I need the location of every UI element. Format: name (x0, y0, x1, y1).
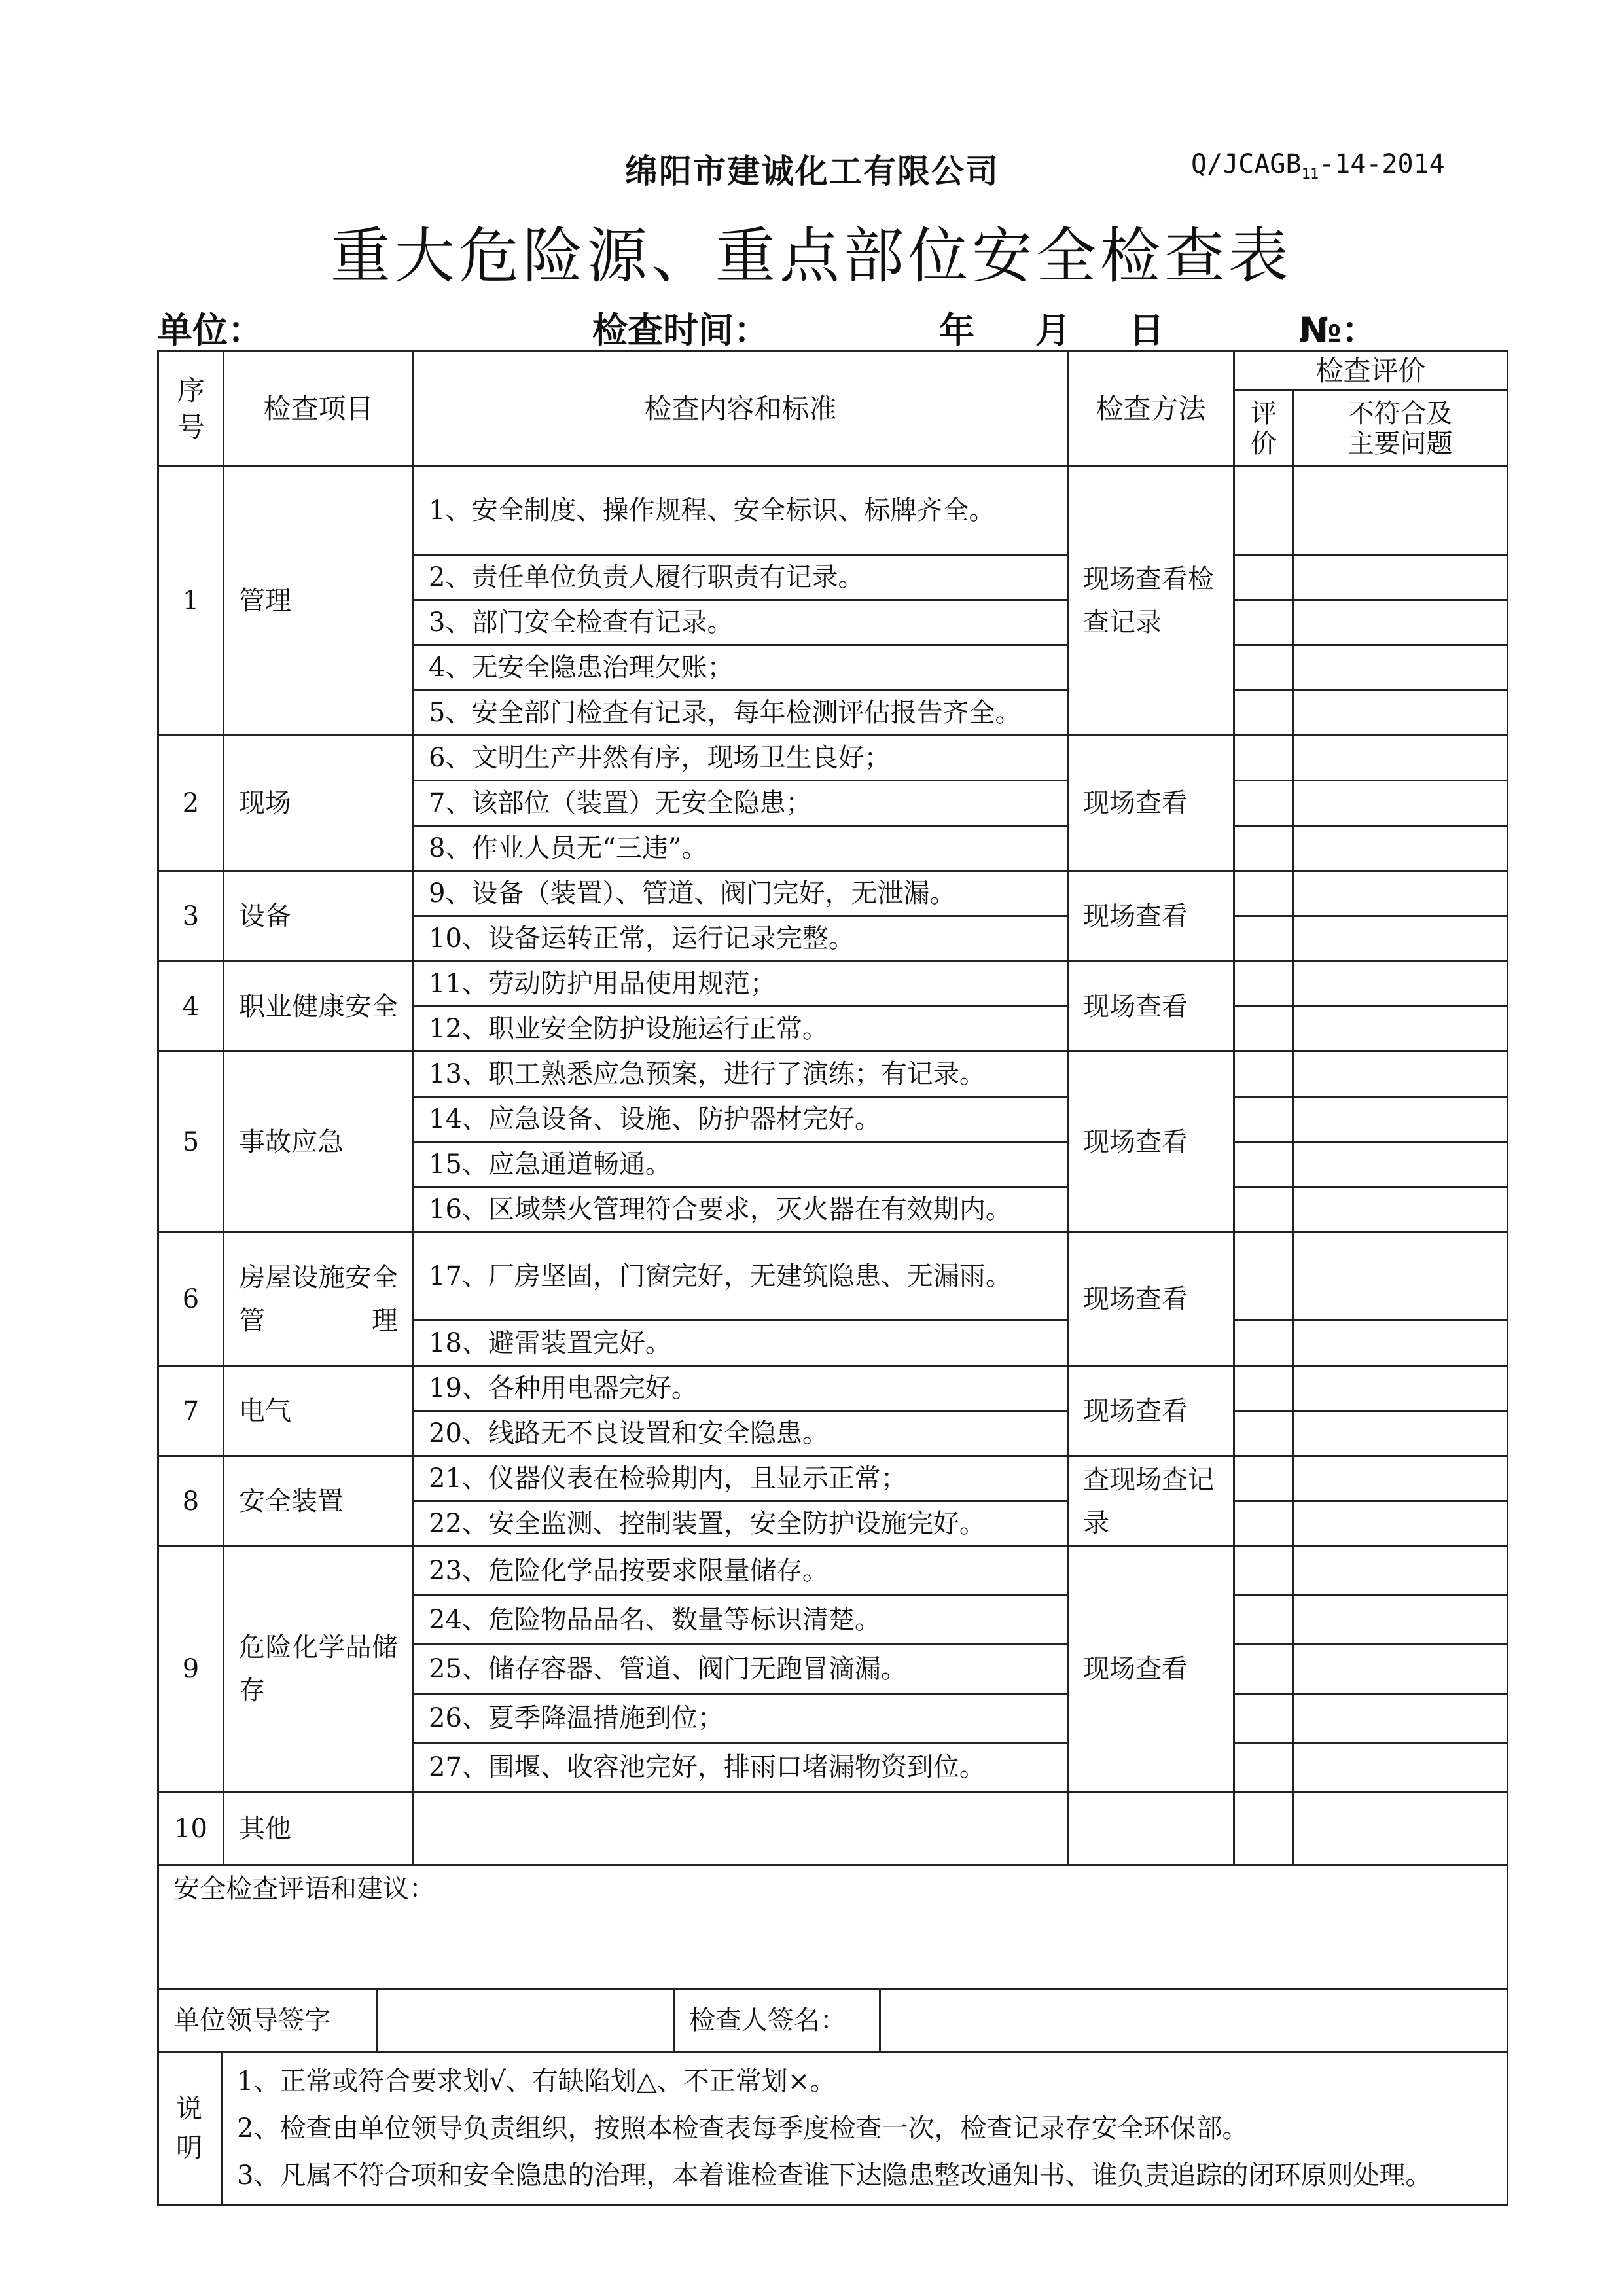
eval-issue-cell[interactable] (1293, 1743, 1508, 1792)
row-content: 22、安全监测、控制装置，安全防护设施完好。 (414, 1501, 1068, 1547)
row-content: 3、部门安全检查有记录。 (414, 600, 1068, 645)
row-method: 现场查看 (1068, 961, 1234, 1052)
eval-score-cell[interactable] (1234, 781, 1293, 826)
row-item: 危险化学品储存 (224, 1547, 414, 1792)
row-item: 现场 (224, 736, 414, 871)
row-item: 安全装置 (224, 1456, 414, 1547)
eval-issue-cell[interactable] (1293, 916, 1508, 961)
eval-score-cell[interactable] (1234, 1456, 1293, 1501)
row-content (414, 1792, 1068, 1865)
eval-issue-cell[interactable] (1293, 1232, 1508, 1321)
eval-issue-cell[interactable] (1293, 1792, 1508, 1865)
eval-score-cell[interactable] (1234, 826, 1293, 871)
eval-score-cell[interactable] (1234, 691, 1293, 736)
notes-label: 说明 (159, 2053, 223, 2204)
row-seq: 3 (158, 871, 224, 961)
eval-score-cell[interactable] (1234, 871, 1293, 916)
eval-score-cell[interactable] (1234, 1052, 1293, 1097)
row-seq: 1 (158, 467, 224, 736)
eval-score-cell[interactable] (1234, 1596, 1293, 1645)
day-label: 日 (1129, 310, 1164, 351)
row-content: 8、作业人员无“三违”。 (414, 826, 1068, 871)
row-method (1068, 1792, 1234, 1865)
eval-issue-cell[interactable] (1293, 826, 1508, 871)
notes-row (158, 2052, 1508, 2206)
eval-score-cell[interactable] (1234, 555, 1293, 600)
header-seq: 序号 (158, 351, 224, 467)
row-content: 5、安全部门检查有记录，每年检测评估报告齐全。 (414, 691, 1068, 736)
row-content: 15、应急通道畅通。 (414, 1142, 1068, 1187)
row-content: 13、职工熟悉应急预案，进行了演练；有记录。 (414, 1052, 1068, 1097)
table-row (158, 1456, 1508, 1501)
comments-label: 安全检查评语和建议： (173, 1874, 435, 1904)
eval-issue-cell[interactable] (1293, 1007, 1508, 1052)
eval-score-cell[interactable] (1234, 467, 1293, 555)
row-content: 4、无安全隐患治理欠账； (414, 645, 1068, 691)
eval-issue-cell[interactable] (1293, 1547, 1508, 1596)
row-content: 1、安全制度、操作规程、安全标识、标牌齐全。 (414, 467, 1068, 555)
eval-score-cell[interactable] (1234, 1232, 1293, 1321)
comments-row (158, 1865, 1508, 1990)
eval-score-cell[interactable] (1234, 1411, 1293, 1456)
eval-score-cell[interactable] (1234, 1321, 1293, 1366)
eval-issue-cell[interactable] (1293, 871, 1508, 916)
row-content: 16、区域禁火管理符合要求，灭火器在有效期内。 (414, 1187, 1068, 1232)
table-row (158, 1052, 1508, 1097)
header-item: 检查项目 (224, 351, 414, 467)
signature-row (158, 1990, 1508, 2052)
eval-issue-cell[interactable] (1293, 600, 1508, 645)
eval-issue-cell[interactable] (1293, 1097, 1508, 1142)
row-content: 11、劳动防护用品使用规范； (414, 961, 1068, 1007)
eval-issue-cell[interactable] (1293, 691, 1508, 736)
inspector-sign-field[interactable] (881, 1990, 1507, 2051)
eval-issue-cell[interactable] (1293, 645, 1508, 691)
row-method: 现场查看 (1068, 871, 1234, 961)
eval-score-cell[interactable] (1234, 1694, 1293, 1743)
row-seq: 5 (158, 1052, 224, 1232)
note-line: 2、检查由单位领导负责组织，按照本检查表每季度检查一次，检查记录存安全环保部。 (237, 2113, 1249, 2144)
header-issues: 不符合及主要问题 (1293, 391, 1508, 467)
row-content: 23、危险化学品按要求限量储存。 (414, 1547, 1068, 1596)
eval-issue-cell[interactable] (1293, 1366, 1508, 1411)
row-seq: 4 (158, 961, 224, 1052)
number-label: №： (1299, 310, 1377, 351)
eval-score-cell[interactable] (1234, 1187, 1293, 1232)
eval-score-cell[interactable] (1234, 961, 1293, 1007)
inspector-sign-label: 检查人签名： (675, 1990, 881, 2051)
eval-score-cell[interactable] (1234, 1501, 1293, 1547)
row-content: 6、文明生产井然有序，现场卫生良好； (414, 736, 1068, 781)
unit-label: 单位： (157, 310, 263, 351)
year-label: 年 (939, 310, 974, 351)
note-line: 3、凡属不符合项和安全隐患的治理，本着谁检查谁下达隐患整改通知书、谁负责追踪的闭环原则处理。 (237, 2161, 1432, 2191)
row-method: 现场查看 (1068, 736, 1234, 871)
table-row (158, 961, 1508, 1007)
comments-field[interactable] (158, 1865, 1508, 1990)
table-row (158, 871, 1508, 916)
eval-issue-cell[interactable] (1293, 781, 1508, 826)
table-row (158, 1232, 1508, 1321)
eval-issue-cell[interactable] (1293, 1142, 1508, 1187)
row-item: 其他 (224, 1792, 414, 1865)
row-content: 9、设备（装置）、管道、阀门完好，无泄漏。 (414, 871, 1068, 916)
header-method: 检查方法 (1068, 351, 1234, 467)
code-suffix: -14-2014 (1319, 149, 1445, 179)
row-content: 7、该部位（装置）无安全隐患； (414, 781, 1068, 826)
row-content: 24、危险物品品名、数量等标识清楚。 (414, 1596, 1068, 1645)
eval-issue-cell[interactable] (1293, 1456, 1508, 1501)
eval-issue-cell[interactable] (1293, 1596, 1508, 1645)
eval-score-cell[interactable] (1234, 1142, 1293, 1187)
row-seq: 7 (158, 1366, 224, 1456)
row-content: 18、避雷装置完好。 (414, 1321, 1068, 1366)
row-method: 现场查看 (1068, 1052, 1234, 1232)
eval-score-cell[interactable] (1234, 1007, 1293, 1052)
row-item: 职业健康安全 (224, 961, 414, 1052)
row-method: 现场查看 (1068, 1547, 1234, 1792)
row-item: 管理 (224, 467, 414, 736)
month-label: 月 (1035, 310, 1071, 351)
row-method: 现场查看检查记录 (1068, 467, 1234, 736)
row-content: 2、责任单位负责人履行职责有记录。 (414, 555, 1068, 600)
eval-score-cell[interactable] (1234, 1743, 1293, 1792)
eval-issue-cell[interactable] (1293, 1321, 1508, 1366)
inspection-table (157, 350, 1508, 2206)
table-row (158, 1792, 1508, 1865)
eval-issue-cell[interactable] (1293, 1052, 1508, 1097)
header-score: 评价 (1234, 391, 1293, 467)
eval-score-cell[interactable] (1234, 1645, 1293, 1694)
row-content: 21、仪器仪表在检验期内，且显示正常； (414, 1456, 1068, 1501)
row-item: 事故应急 (224, 1052, 414, 1232)
document-code (1191, 149, 1445, 183)
code-prefix: Q/JCAGB (1191, 149, 1302, 179)
row-content: 19、各种用电器完好。 (414, 1366, 1068, 1411)
check-time-label: 检查时间： (592, 310, 769, 351)
row-method: 现场查看 (1068, 1366, 1234, 1456)
code-subscript: 11 (1301, 166, 1319, 183)
eval-issue-cell[interactable] (1293, 1501, 1508, 1547)
row-seq: 10 (158, 1792, 224, 1865)
table-row (158, 1547, 1508, 1596)
eval-score-cell[interactable] (1234, 736, 1293, 781)
row-content: 26、夏季降温措施到位； (414, 1694, 1068, 1743)
eval-issue-cell[interactable] (1293, 1411, 1508, 1456)
eval-issue-cell[interactable] (1293, 467, 1508, 555)
row-content: 27、围堰、收容池完好，排雨口堵漏物资到位。 (414, 1743, 1068, 1792)
row-item: 房屋设施安全管理 (224, 1232, 414, 1366)
header-content: 检查内容和标准 (414, 351, 1068, 467)
eval-issue-cell[interactable] (1293, 555, 1508, 600)
row-content: 17、厂房坚固，门窗完好，无建筑隐患、无漏雨。 (414, 1232, 1068, 1321)
leader-sign-label: 单位领导签字 (159, 1990, 378, 2051)
row-method: 现场查看 (1068, 1232, 1234, 1366)
row-content: 14、应急设备、设施、防护器材完好。 (414, 1097, 1068, 1142)
table-row (158, 467, 1508, 555)
row-content: 25、储存容器、管道、阀门无跑冒滴漏。 (414, 1645, 1068, 1694)
eval-issue-cell[interactable] (1293, 1187, 1508, 1232)
row-seq: 2 (158, 736, 224, 871)
eval-score-cell[interactable] (1234, 1366, 1293, 1411)
company-name: 绵阳市建诚化工有限公司 (625, 152, 999, 190)
row-content: 20、线路无不良设置和安全隐患。 (414, 1411, 1068, 1456)
eval-issue-cell[interactable] (1293, 961, 1508, 1007)
eval-score-cell[interactable] (1234, 1792, 1293, 1865)
table-row (158, 736, 1508, 781)
row-seq: 8 (158, 1456, 224, 1547)
row-item: 电气 (224, 1366, 414, 1456)
row-seq: 9 (158, 1547, 224, 1792)
eval-score-cell[interactable] (1234, 916, 1293, 961)
eval-score-cell[interactable] (1234, 600, 1293, 645)
eval-issue-cell[interactable] (1293, 1694, 1508, 1743)
table-row (158, 1366, 1508, 1411)
row-method: 查现场查记录 (1068, 1456, 1234, 1547)
eval-issue-cell[interactable] (1293, 1645, 1508, 1694)
row-seq: 6 (158, 1232, 224, 1366)
eval-score-cell[interactable] (1234, 1097, 1293, 1142)
eval-issue-cell[interactable] (1293, 736, 1508, 781)
eval-score-cell[interactable] (1234, 1547, 1293, 1596)
eval-score-cell[interactable] (1234, 645, 1293, 691)
page-title: 重大危险源、重点部位安全检查表 (330, 221, 1293, 291)
leader-sign-field[interactable] (378, 1990, 675, 2051)
header-eval: 检查评价 (1234, 351, 1508, 391)
note-line: 1、正常或符合要求划√、有缺陷划△、不正常划×。 (237, 2066, 836, 2096)
row-content: 12、职业安全防护设施运行正常。 (414, 1007, 1068, 1052)
row-item: 设备 (224, 871, 414, 961)
row-content: 10、设备运转正常，运行记录完整。 (414, 916, 1068, 961)
